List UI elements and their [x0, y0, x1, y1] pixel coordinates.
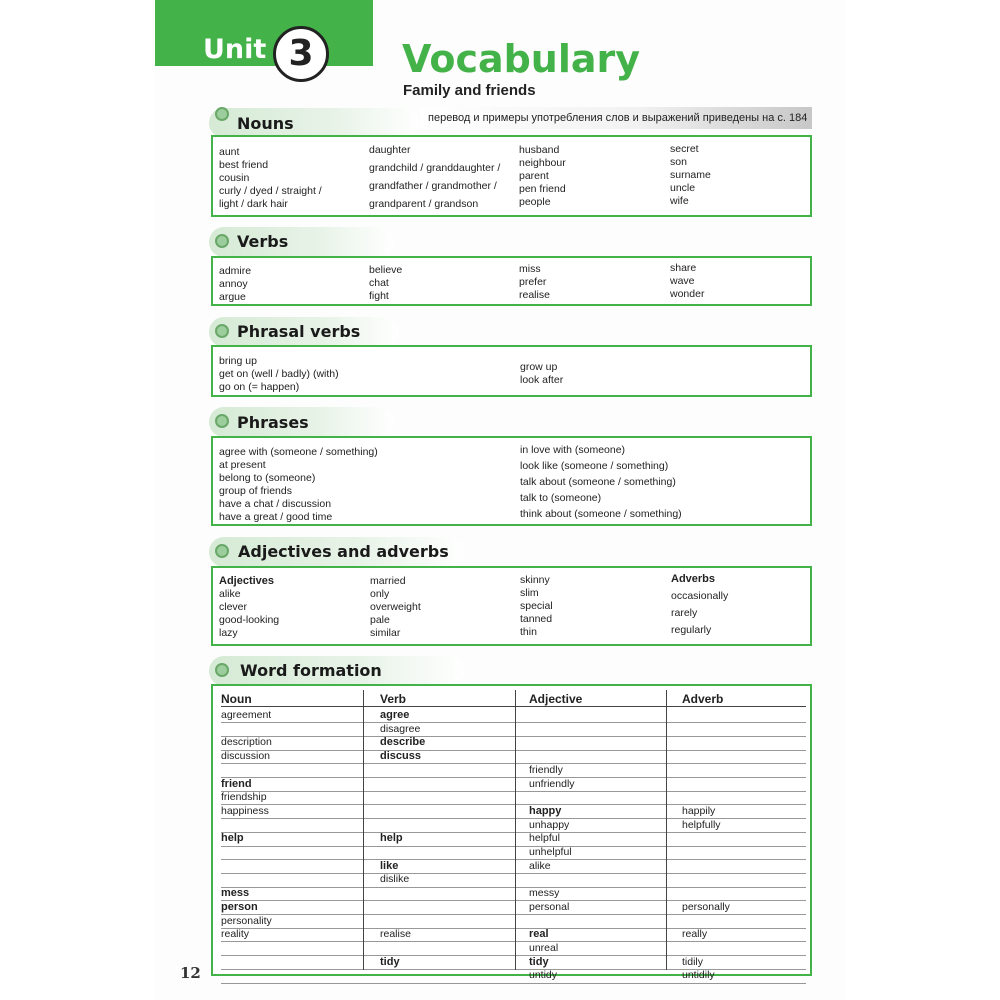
table-cell-noun: happiness: [221, 804, 269, 817]
table-cell-adjective: unhappy: [529, 818, 570, 831]
word: clever: [219, 601, 248, 613]
table-row-rule: [221, 969, 806, 970]
phrase: group of friends: [219, 485, 292, 497]
word: parent: [519, 170, 549, 182]
phrasal-verbs-col-1: [219, 355, 339, 393]
word: share: [670, 262, 697, 274]
word: pale: [370, 614, 390, 626]
word: uncle: [670, 182, 696, 194]
word: surname: [670, 169, 711, 181]
table-cell-verb: help: [380, 832, 403, 845]
word: grandfather / grandmother /: [369, 180, 497, 192]
unit-number: 3: [288, 33, 314, 74]
table-row-rule: [221, 928, 806, 929]
verbs-col-3: [519, 263, 550, 301]
table-row-rule: [221, 736, 806, 737]
verbs-col-1: [219, 265, 251, 303]
table-row-rule: [221, 859, 806, 860]
table-row-rule: [221, 887, 806, 888]
word: wave: [670, 275, 695, 287]
section-bullet-icon: [215, 663, 229, 677]
table-cell-verb: realise: [380, 928, 411, 941]
table-cell-verb: like: [380, 859, 399, 872]
nouns-col-1: [219, 146, 322, 210]
word: annoy: [219, 278, 248, 290]
table-cell-adjective: alike: [529, 859, 551, 872]
phrases-heading: Phrases: [237, 413, 309, 432]
word: get on (well / badly) (with): [219, 368, 339, 380]
word: aunt: [219, 146, 240, 158]
word: slim: [520, 587, 539, 599]
table-cell-noun: help: [221, 832, 244, 845]
table-row-rule: [221, 832, 806, 833]
word: wife: [670, 195, 689, 207]
table-cell-adjective: untidy: [529, 969, 558, 982]
translation-note: перевод и примеры употребления слов и выражений приведены на с. 184: [428, 112, 808, 124]
word: wonder: [670, 288, 705, 300]
table-row-rule: [221, 804, 806, 805]
table-cell-adverb: tidily: [682, 955, 704, 968]
word: people: [519, 196, 551, 208]
table-cell-verb: discuss: [380, 750, 421, 763]
phrase: in love with (someone): [520, 444, 626, 456]
table-cell-noun: mess: [221, 887, 250, 900]
word: curly / dyed / straight /: [219, 185, 322, 197]
table-cell-noun: personality: [221, 914, 272, 927]
table-cell-adjective: happy: [529, 804, 562, 817]
unit-label: Unit: [203, 34, 267, 65]
adverbs-header: Adverbs: [671, 573, 716, 585]
word: grow up: [520, 361, 558, 373]
table-cell-adjective: tidy: [529, 955, 549, 968]
word: prefer: [519, 276, 547, 288]
word: only: [370, 588, 390, 600]
word: lazy: [219, 627, 238, 639]
table-cell-noun: agreement: [221, 709, 272, 721]
word: tanned: [520, 613, 553, 625]
section-bullet-icon: [215, 414, 229, 428]
table-header-rule: [221, 706, 806, 707]
section-bullet-icon: [215, 234, 229, 248]
word: bring up: [219, 355, 257, 367]
verbs-heading: Verbs: [237, 232, 289, 251]
table-row-rule: [221, 983, 806, 984]
nouns-col-3: [519, 144, 566, 208]
word: argue: [219, 291, 246, 303]
word: secret: [670, 143, 699, 155]
table-cell-adjective: helpful: [529, 832, 560, 845]
word: go on (= happen): [219, 381, 300, 393]
table-cell-noun: friend: [221, 777, 252, 790]
table-cell-adverb: untidily: [682, 969, 715, 982]
section-bullet-icon: [215, 544, 229, 558]
table-row-rule: [221, 846, 806, 847]
table-row-rule: [221, 955, 806, 956]
table-cell-verb: disagree: [380, 722, 421, 735]
adjectives-col-2: [370, 575, 421, 639]
phrase: agree with (someone / something): [219, 446, 378, 458]
nouns-box: [211, 135, 812, 217]
word: light / dark hair: [219, 198, 288, 210]
word: believe: [369, 264, 403, 276]
phrases-col-1: [219, 446, 378, 523]
word: husband: [519, 144, 560, 156]
table-cell-verb: agree: [380, 709, 410, 721]
table-cell-verb: dislike: [380, 873, 410, 886]
word: admire: [219, 265, 252, 277]
table-row-rule: [221, 777, 806, 778]
table-cell-adjective: messy: [529, 887, 560, 900]
table-cell-adverb: personally: [682, 900, 730, 913]
phrase: have a chat / discussion: [219, 498, 332, 510]
word: son: [670, 156, 687, 168]
verbs-col-2: [369, 264, 402, 302]
phrase: have a great / good time: [219, 511, 333, 523]
page-number: 12: [180, 964, 201, 982]
page-title: Vocabulary: [402, 37, 641, 81]
word: special: [520, 600, 553, 612]
phrasal-verbs-col-2: [520, 361, 563, 386]
table-cell-adjective: unfriendly: [529, 777, 575, 790]
phrase: think about (someone / something): [520, 508, 682, 520]
phrase: belong to (someone): [219, 472, 316, 484]
table-row-rule: [221, 763, 806, 764]
section-bullet-icon: [215, 107, 229, 121]
section-bullet-icon: [215, 324, 229, 338]
table-cell-noun: discussion: [221, 750, 271, 763]
page-subtitle: Family and friends: [403, 82, 536, 99]
adverbs-col: [671, 573, 728, 636]
verbs-col-4: [670, 262, 704, 300]
word-formation-box: [211, 684, 812, 982]
table-row-rule: [221, 722, 806, 723]
word: regularly: [671, 624, 712, 636]
table-cell-noun: friendship: [221, 791, 267, 804]
table-row-rule: [221, 791, 806, 792]
word: overweight: [370, 601, 421, 613]
phrase: at present: [219, 459, 266, 471]
word: chat: [369, 277, 389, 289]
adjectives-col-1: [219, 575, 279, 639]
word: fight: [369, 290, 389, 302]
nouns-col-2: [369, 144, 500, 210]
word: good-looking: [219, 614, 280, 626]
phrases-box: [211, 436, 812, 526]
table-cell-adverb: really: [682, 928, 708, 941]
word-formation-heading: Word formation: [240, 661, 382, 680]
word: occasionally: [671, 590, 729, 602]
phrasal-verbs-box: [211, 345, 812, 397]
word: realise: [519, 289, 550, 301]
table-row-rule: [221, 750, 806, 751]
verbs-box: [211, 256, 812, 306]
table-cell-adverb: helpfully: [682, 818, 721, 831]
word: cousin: [219, 172, 250, 184]
word: daughter: [369, 144, 411, 156]
word: thin: [520, 626, 537, 638]
table-cell-adjective: personal: [529, 900, 570, 913]
word: best friend: [219, 159, 269, 171]
adjectives-adverbs-heading: Adjectives and adverbs: [238, 542, 449, 561]
word: skinny: [520, 574, 550, 586]
nouns-col-4: [670, 143, 711, 207]
word: similar: [370, 627, 401, 639]
word-formation-col-header: Verb: [380, 692, 407, 706]
word: rarely: [671, 607, 698, 619]
table-cell-adverb: happily: [682, 804, 716, 817]
word: married: [370, 575, 406, 587]
table-cell-verb: tidy: [380, 955, 400, 968]
table-cell-adjective: unreal: [529, 941, 559, 954]
word: miss: [519, 263, 541, 275]
table-cell-adjective: unhelpful: [529, 846, 572, 858]
adjectives-col-3: [520, 574, 553, 638]
table-cell-noun: reality: [221, 928, 250, 941]
phrasal-verbs-heading: Phrasal verbs: [237, 322, 361, 341]
phrase: talk about (someone / something): [520, 476, 676, 488]
table-row-rule: [221, 873, 806, 874]
word: grandparent / grandson: [369, 198, 479, 210]
phrase: talk to (someone): [520, 492, 602, 504]
table-cell-noun: person: [221, 900, 258, 913]
adjectives-adverbs-box: [211, 566, 812, 646]
table-cell-noun: description: [221, 736, 272, 749]
table-cell-adjective: real: [529, 928, 549, 941]
phrase: look like (someone / something): [520, 460, 669, 472]
adjectives-header: Adjectives: [219, 575, 275, 587]
word-formation-col-header: Adverb: [682, 692, 724, 706]
word: grandchild / granddaughter /: [369, 162, 501, 174]
word: neighbour: [519, 157, 566, 169]
word: alike: [219, 588, 241, 600]
phrases-col-2: [520, 444, 682, 520]
table-cell-verb: describe: [380, 736, 426, 749]
nouns-heading: Nouns: [237, 114, 294, 133]
word: look after: [520, 374, 564, 386]
table-row-rule: [221, 914, 806, 915]
table-row-rule: [221, 941, 806, 942]
word-formation-col-header: Noun: [221, 692, 252, 706]
table-cell-adjective: friendly: [529, 763, 563, 776]
word: pen friend: [519, 183, 566, 195]
word-formation-col-header: Adjective: [529, 692, 583, 706]
